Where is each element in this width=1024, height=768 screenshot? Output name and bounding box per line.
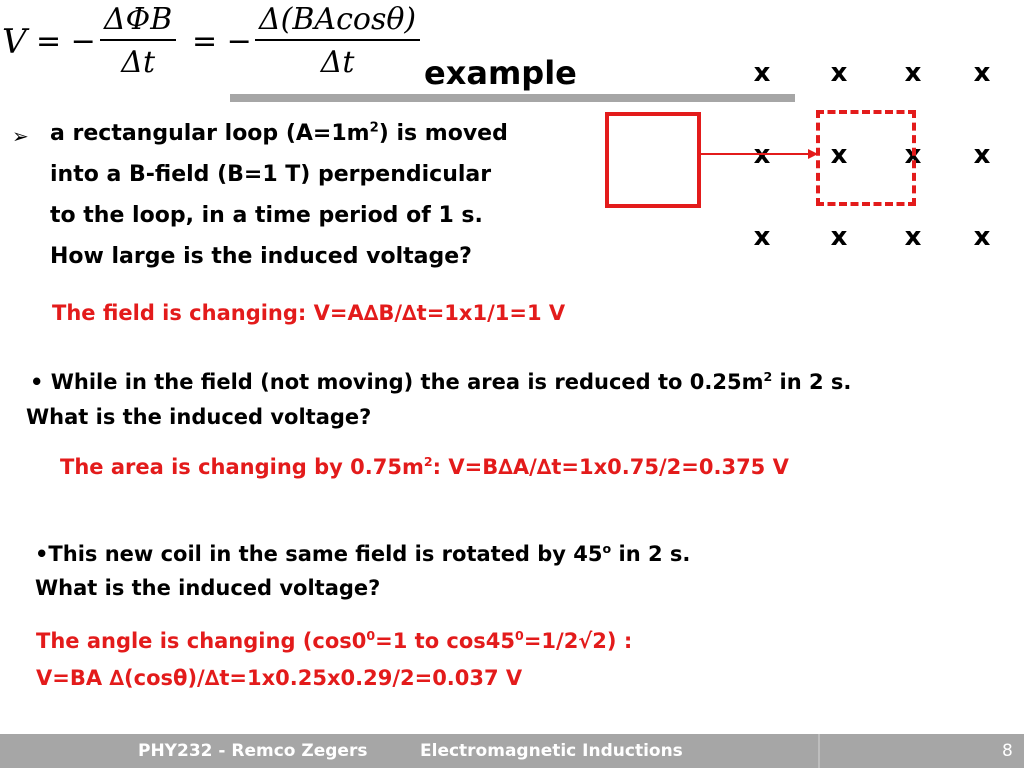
induction-formula — [0, 0, 450, 92]
footer-page-number: 8 — [1002, 741, 1013, 761]
problem1-line4: How large is the induced voltage? — [50, 244, 472, 269]
formula-fraction-2 — [255, 2, 420, 80]
field-mark: x — [973, 222, 991, 252]
answer3-line2: V=BA ∆(cosθ)/∆t=1x0.25x0.29/2=0.037 V — [36, 666, 523, 690]
formula-fraction-2-numerator: Δ(BAcosθ) — [255, 2, 420, 41]
field-mark: x — [904, 140, 922, 170]
problem3-line2: What is the induced voltage? — [35, 576, 381, 600]
problem1-line2: into a B-field (B=1 T) perpendicular — [50, 162, 492, 187]
formula-fraction-2-denominator: Δt — [320, 45, 355, 80]
formula-lhs: V — [2, 22, 27, 62]
field-mark: x — [904, 222, 922, 252]
answer3-line1: The angle is changing ($\cos 0^0=1$ to $\cos 45^0=1/2√2$) : — [36, 628, 633, 653]
field-mark: x — [830, 222, 848, 252]
answer1: The field is changing: V=A∆B/∆t=1x1/1=1 V — [52, 301, 566, 325]
field-mark: x — [753, 58, 771, 88]
field-mark: x — [973, 140, 991, 170]
formula-fraction-1-numerator: ΔΦB — [100, 2, 176, 41]
loop-initial — [605, 112, 701, 208]
problem2-line2: What is the induced voltage? — [26, 405, 372, 429]
formula-equals-minus-2: = − — [192, 24, 252, 59]
footer-author: PHY232 - Remco Zegers — [138, 741, 368, 761]
footer-divider — [818, 734, 820, 768]
problem2-line1: • While in the field (not moving) the area is reduced to $0.25m^2$ in 2 s. — [30, 369, 852, 394]
field-mark: x — [830, 58, 848, 88]
footer-topic: Electromagnetic Inductions — [420, 741, 683, 761]
problem1-line1: a rectangular loop $(A=1m^2)$ is moved — [50, 120, 508, 146]
bullet-arrow-icon: ➢ — [12, 124, 29, 148]
answer2: The area is changing by $0.75m^2$: V=B∆A/∆t=1x0.75/2=0.375 V — [60, 454, 789, 479]
title-underline-bar — [230, 94, 795, 102]
field-mark: x — [753, 222, 771, 252]
field-mark: x — [904, 58, 922, 88]
problem3-line1: •This new coil in the same field is rotated by 45$^o$ in 2 s. — [35, 541, 691, 566]
slide-footer — [0, 734, 1024, 768]
problem1-line3: to the loop, in a time period of 1 s. — [50, 203, 483, 228]
field-mark: x — [830, 140, 848, 170]
formula-fraction-1-denominator: Δt — [121, 45, 156, 80]
field-mark: x — [973, 58, 991, 88]
loop-in-field-dashed — [816, 110, 916, 206]
field-mark: x — [753, 140, 771, 170]
formula-equals-minus-1: = − — [36, 24, 96, 59]
formula-fraction-1 — [100, 2, 176, 80]
slide-title: example — [424, 54, 577, 92]
motion-arrow-icon — [700, 146, 820, 162]
